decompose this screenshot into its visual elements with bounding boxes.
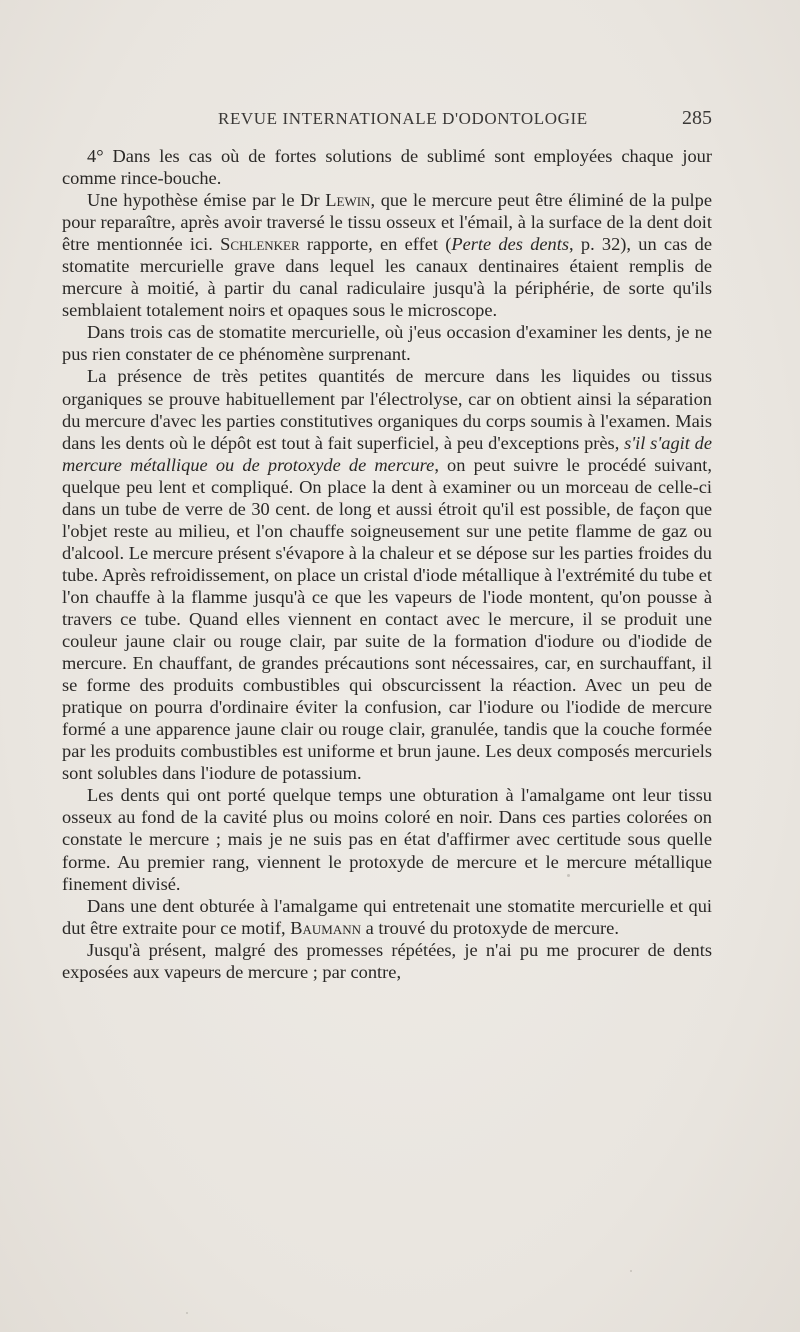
text-run: , on peut suivre le procédé suivant, quelque peu lent et compliqué. On place la dent à examiner ou un morceau de celle-ci dans un tube de verre de 30 cent. de long et aussi étroit qu'il est possible, de façon que l'objet reste au milieu, et l'on chauffe soigneusement sur une petite flamme de gaz ou d'alcool. Le mercure présent s'évapore à la chaleur et se dépose sur les parties froides du tube. Après refroidissement, on place un cristal d'iode métallique à l'extrémité du tube et l'on chauffe à la flamme jusqu'à ce que les vapeurs de l'iode montent, qu'on pousse à travers ce tube. Quand elles viennent en contact avec le mercure, il se produit une couleur jaune clair ou rouge clair, par suite de la formation d'iodure ou d'iodide de mercure. En chauffant, de grandes précautions sont nécessaires, car, en surchauffant, il se forme des produits combustibles qui obscurcissent la réaction. Avec un peu de pratique on pourra d'ordinaire éviter la confusion, car l'iodure ou l'iodide de mercure formé a une apparence jaune clair ou rouge clair, granulée, tandis que la couche formée par les produits combustibles est uniforme et brun jaune. Les deux composés mercuriels sont solubles dans l'iodure de potassium. [62, 454, 712, 784]
running-title: REVUE INTERNATIONALE D'ODONTOLOGIE [218, 109, 588, 128]
paragraph [62, 784, 712, 894]
text-run: La présence de très petites quantités de mercure dans les liquides ou tissus organiques se prouve habituellement par l'électrolyse, car on obtient ainsi la séparation du mercure d'avec les parties constitutives organiques du corps soumis à l'examen. Mais dans les dents où le dépôt est tout à fait superficiel, à peu d'exceptions près, [62, 366, 712, 453]
text-run: Jusqu'à présent, malgré des promesses répétées, je n'ai pu me procurer de dents exposées aux vapeurs de mercure ; par contre, [62, 939, 712, 982]
text-run: Dans trois cas de stomatite mercurielle, où j'eus occasion d'examiner les dents, je ne pus rien constater de ce phénomène surprenant. [62, 322, 712, 365]
paragraph [62, 321, 712, 365]
text-run: a trouvé du protoxyde de mercure. [361, 917, 619, 938]
paragraph [62, 365, 712, 784]
text-run: , que le mercure peut être éliminé de la pulpe pour reparaître, après avoir traversé le tissu osseux et l'émail, à la surface de la dent doit être mentionnée ici. [62, 190, 712, 255]
text-run: rapporte, en effet ( [299, 234, 452, 255]
text-run: , p. 32), un cas de stomatite mercurielle grave dans lequel les canaux dentinaires étaient remplis de mercure à moitié, à partir du canal radiculaire jusqu'à la périphérie, de sorte qu'ils semblaient totalement noirs et opaques sous le microscope. [62, 234, 713, 321]
author-name: Baumann [290, 917, 362, 938]
paper-speck [567, 874, 570, 877]
text-run: 4° Dans les cas où de fortes solutions de sublimé sont employées chaque jour comme rince-bouche. [62, 146, 712, 189]
paragraph [62, 939, 712, 983]
paragraph [62, 145, 712, 189]
page-header [62, 109, 712, 133]
author-name: Lewin [325, 190, 371, 211]
text-run: Dans une dent obturée à l'amalgame qui entretenait une stomatite mercurielle et qui dut être extraite pour ce motif, [62, 895, 712, 938]
italic-text: s'il s'agit de mercure métallique ou de protoxyde de mercure [62, 432, 713, 475]
paper-speck [186, 1312, 188, 1314]
page-number: 285 [682, 107, 712, 129]
body-text [62, 145, 712, 983]
paragraph [62, 189, 712, 321]
text-run: Les dents qui ont porté quelque temps une obturation à l'amalgame ont leur tissu osseux au fond de la cavité plus ou moins coloré en noir. Dans ces parties colorées on constate le mercure ; mais je ne suis pas en état d'affirmer avec certitude sous quelle forme. Au premier rang, viennent le protoxyde de mercure et le mercure métallique finement divisé. [62, 785, 712, 894]
italic-text: Perte des dents [451, 234, 570, 255]
text-run: Une hypothèse émise par le Dr [87, 190, 326, 211]
author-name: Schlenker [220, 234, 300, 255]
paragraph [62, 895, 712, 939]
paper-speck [630, 1270, 632, 1272]
